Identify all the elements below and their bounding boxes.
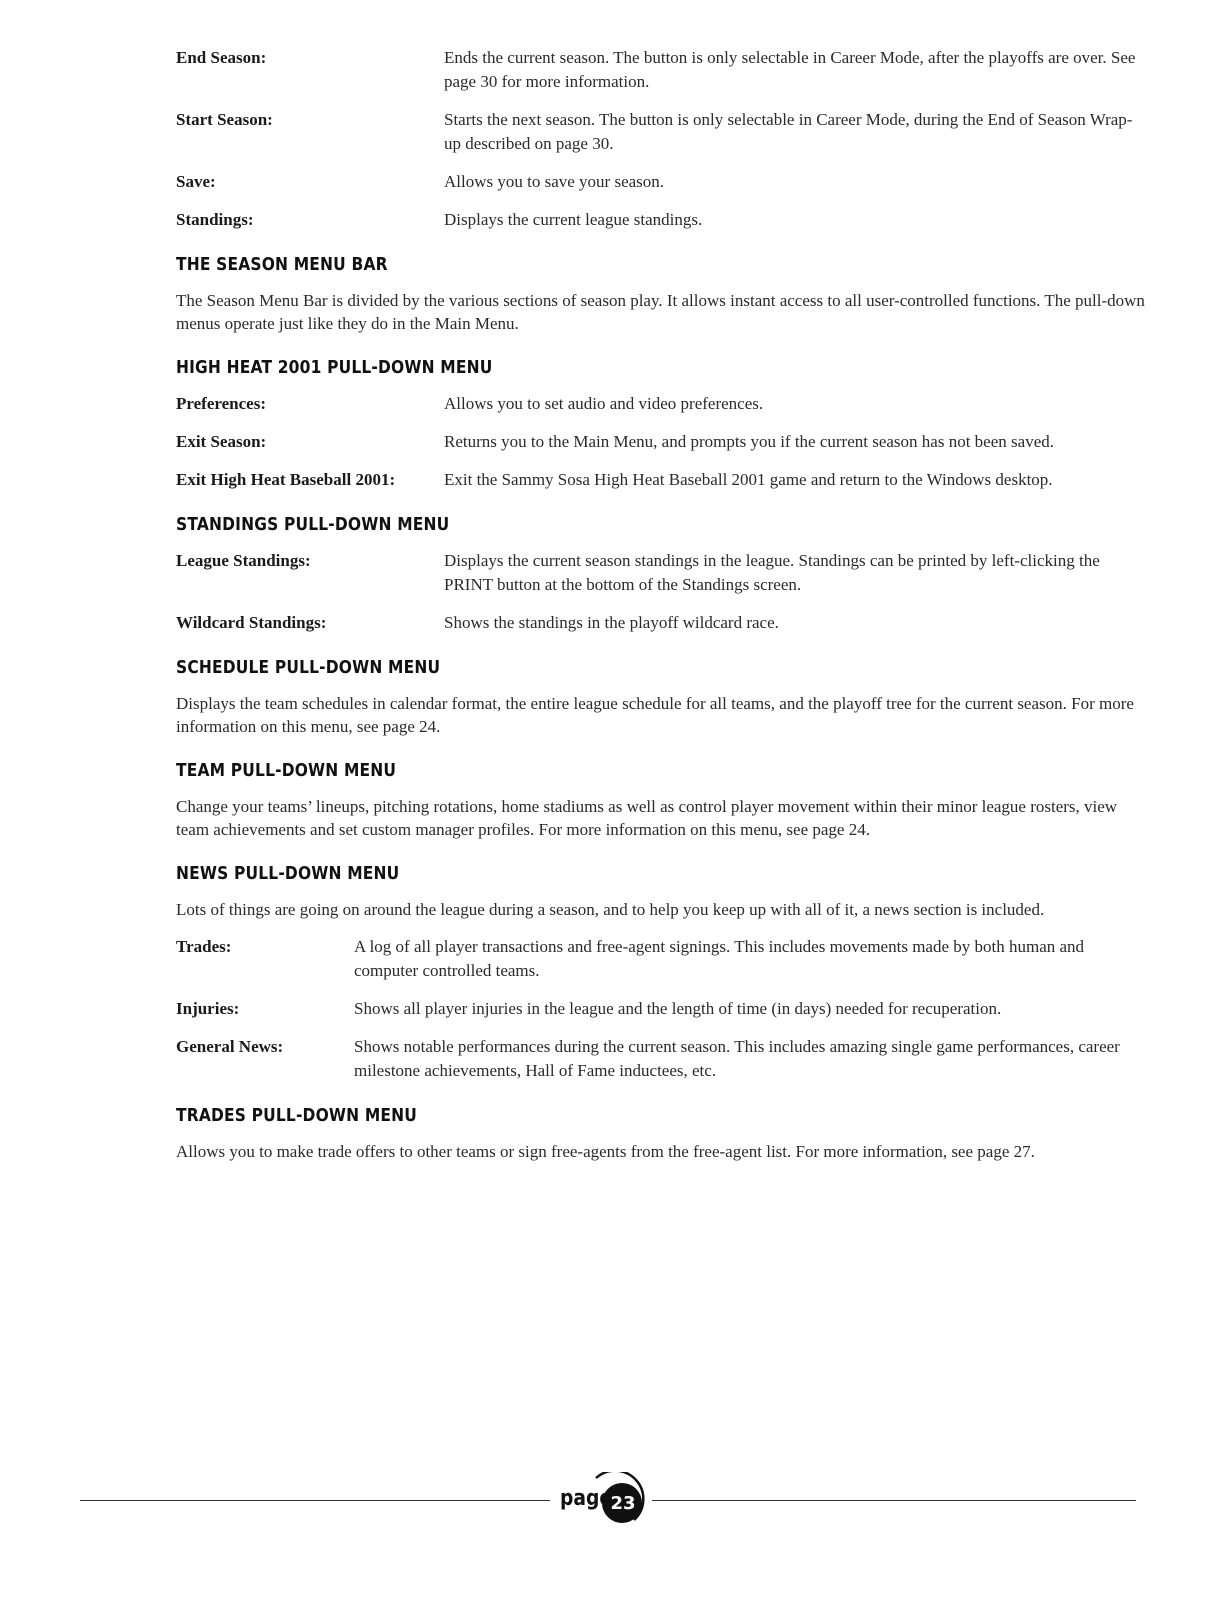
definition-term: Trades: <box>176 937 232 956</box>
season-menu-bar-text: The Season Menu Bar is divided by the various sections of season play. It allows instant access to all user-controlled functions. The pull-down menus operate just like they do in the Main Menu. <box>176 291 1145 333</box>
definition-desc: Shows all player injuries in the league and the length of time (in days) needed for recuperation. <box>354 999 1002 1018</box>
section-heading-trades: TRADES PULL-DOWN MENU <box>176 1105 418 1126</box>
season-buttons-list <box>176 46 1148 232</box>
definition-row <box>176 108 1148 156</box>
definition-row <box>176 392 1148 416</box>
page-footer <box>0 1470 1230 1530</box>
trades-text: Allows you to make trade offers to other teams or sign free-agents from the free-agent list. For more information, see page 27. <box>176 1142 1035 1161</box>
footer-rule-left <box>80 1500 550 1501</box>
definition-term: Standings: <box>176 210 254 229</box>
definition-term: Injuries: <box>176 999 240 1018</box>
definition-term: Preferences: <box>176 394 266 413</box>
section-heading-news: NEWS PULL-DOWN MENU <box>176 863 400 884</box>
definition-term: Exit High Heat Baseball 2001: <box>176 470 396 489</box>
definition-term: End Season: <box>176 48 267 67</box>
definition-desc: Allows you to set audio and video preferences. <box>444 394 764 413</box>
page-number: 23 <box>610 1493 636 1514</box>
page-word: page <box>560 1486 613 1511</box>
section-heading-standings: STANDINGS PULL-DOWN MENU <box>176 514 450 535</box>
section-heading-season-menu-bar: THE SEASON MENU BAR <box>176 254 388 275</box>
definition-desc: Shows notable performances during the current season. This includes amazing single game performances, career milestone achievements, Hall of Fame inductees, etc. <box>354 1037 1120 1080</box>
high-heat-menu-list <box>176 392 1148 492</box>
definition-row <box>176 430 1148 454</box>
section-heading-team: TEAM PULL-DOWN MENU <box>176 760 397 781</box>
section-heading-schedule: SCHEDULE PULL-DOWN MENU <box>176 657 441 678</box>
definition-term: Start Season: <box>176 110 273 129</box>
news-menu-list <box>176 935 1148 1083</box>
definition-term: Save: <box>176 172 216 191</box>
definition-row <box>176 208 1148 232</box>
schedule-text: Displays the team schedules in calendar format, the entire league schedule for all teams, and the playoff tree for the current season. For more information on this menu, see page 24. <box>176 694 1134 736</box>
definition-row <box>176 46 1148 94</box>
definition-row <box>176 549 1148 597</box>
definition-desc: Ends the current season. The button is only selectable in Career Mode, after the playoffs are over. See page 30 for more information. <box>444 48 1136 91</box>
definition-term: Exit Season: <box>176 432 267 451</box>
page-content <box>176 46 1148 1163</box>
definition-desc: Shows the standings in the playoff wildcard race. <box>444 613 779 632</box>
page-number-badge <box>556 1472 652 1528</box>
footer-rule-right <box>652 1500 1136 1501</box>
standings-menu-list <box>176 549 1148 635</box>
definition-row <box>176 1035 1148 1083</box>
definition-desc: A log of all player transactions and free-agent signings. This includes movements made by both human and computer controlled teams. <box>354 937 1085 980</box>
definition-row <box>176 468 1148 492</box>
definition-desc: Allows you to save your season. <box>444 172 665 191</box>
definition-row <box>176 170 1148 194</box>
section-heading-high-heat: HIGH HEAT 2001 PULL-DOWN MENU <box>176 357 493 378</box>
definition-desc: Displays the current league standings. <box>444 210 703 229</box>
definition-row <box>176 611 1148 635</box>
news-text: Lots of things are going on around the league during a season, and to help you keep up with all of it, a news section is included. <box>176 900 1045 919</box>
definition-desc: Returns you to the Main Menu, and prompts you if the current season has not been saved. <box>444 432 1054 451</box>
definition-desc: Displays the current season standings in the league. Standings can be printed by left-clicking the PRINT button at the bottom of the Standings screen. <box>444 551 1100 594</box>
definition-term: Wildcard Standings: <box>176 613 327 632</box>
definition-desc: Exit the Sammy Sosa High Heat Baseball 2001 game and return to the Windows desktop. <box>444 470 1053 489</box>
definition-term: League Standings: <box>176 551 311 570</box>
definition-row <box>176 935 1148 983</box>
definition-term: General News: <box>176 1037 284 1056</box>
team-text: Change your teams’ lineups, pitching rotations, home stadiums as well as control player movement within their minor league rosters, view team achievements and set custom manager profiles. For more information on this menu, see page 24. <box>176 797 1118 839</box>
definition-row <box>176 997 1148 1021</box>
definition-desc: Starts the next season. The button is only selectable in Career Mode, during the End of Season Wrap-up described on page 30. <box>444 110 1133 153</box>
